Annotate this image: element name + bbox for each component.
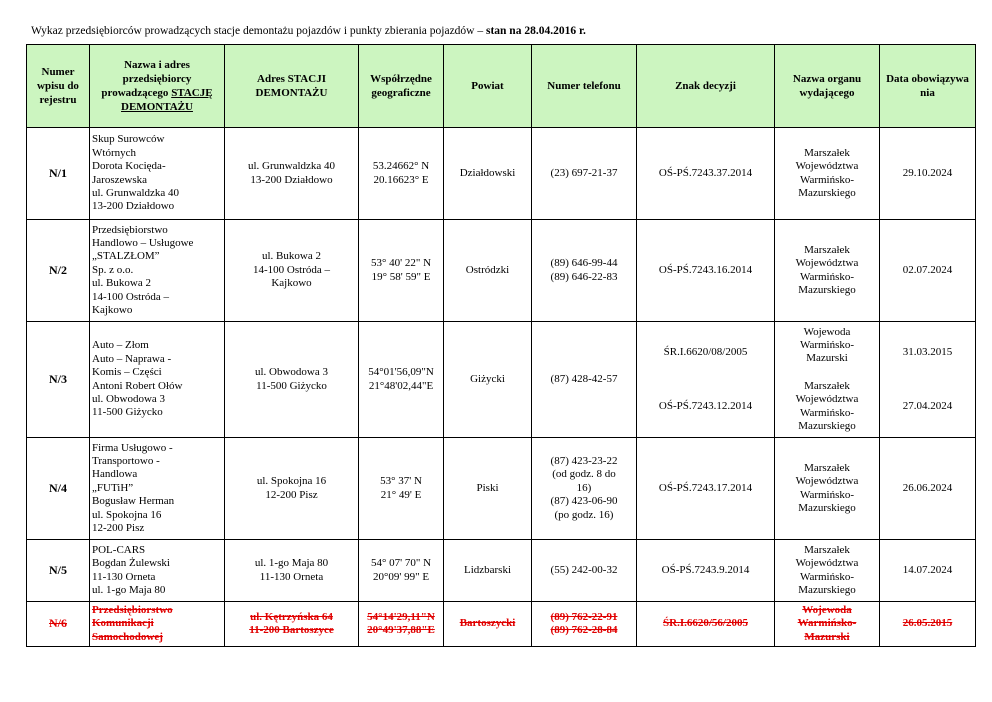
company-name-line: Handlowo – Usługowe — [92, 236, 194, 249]
issuing-authority-line: Wojewoda — [802, 603, 852, 616]
coordinates — [359, 540, 444, 602]
table-row — [27, 602, 976, 647]
station-address — [225, 220, 359, 322]
header-county: Powiat — [444, 45, 532, 128]
header-phone: Numer telefonu — [532, 45, 637, 128]
county: Giżycki — [444, 322, 532, 438]
company-name-line: Transportowo - — [92, 454, 160, 467]
title-text: Wykaz przedsiębiorców prowadzących stacje demontażu pojazdów i punkty zbierania pojazdów – — [31, 25, 486, 37]
company-name-line: Auto – Naprawa - — [92, 352, 172, 365]
register-number: N/6 — [27, 602, 90, 647]
header-name — [90, 45, 225, 128]
decision-number: ŚR.I.6620/56/2005 — [637, 602, 775, 647]
table-row — [27, 128, 976, 220]
issuing-authority-line: Marszałek — [804, 243, 850, 256]
issuing-authority-line: Województwa — [795, 557, 859, 570]
company-name-line: Sp. z o.o. — [92, 263, 134, 276]
phone-number — [532, 540, 637, 602]
company-name-line: Skup Surowców — [92, 133, 165, 146]
station-address-line: ul. Spokojna 16 — [256, 475, 327, 488]
issuing-authority-line: Mazurskiego — [798, 420, 856, 433]
decision-number: OŚ-PŚ.7243.37.2014 — [637, 128, 775, 220]
phone-number — [532, 602, 637, 647]
table-row — [27, 540, 976, 602]
issuing-authority-line: Województwa — [795, 393, 859, 406]
company-name — [90, 438, 225, 540]
issuing-authority-line: Marszałek — [804, 543, 850, 556]
cell-gap — [639, 360, 772, 400]
company-name-line: ul. Bukowa 2 — [92, 277, 151, 290]
valid-until-line: 31.03.2015 — [902, 346, 953, 359]
station-address-line: 14-100 Ostróda – — [253, 263, 330, 276]
station-address-line: ul. 1-go Maja 80 — [254, 557, 329, 570]
company-name — [90, 540, 225, 602]
county: Ostródzki — [444, 220, 532, 322]
register-body — [27, 128, 976, 647]
header-address: Adres STACJI DEMONTAŻU — [225, 45, 359, 128]
header-row — [27, 45, 976, 128]
phone-number — [532, 220, 637, 322]
phone-number — [532, 128, 637, 220]
company-name-line: Dorota Kocięda- — [92, 160, 166, 173]
cell-gap — [882, 360, 973, 400]
header-name-underlined: STACJĘ DEMONTAŻU — [121, 87, 213, 113]
company-name-line: Przedsiębiorstwo — [92, 223, 168, 236]
decision-number-line: OŚ-PŚ.7243.12.2014 — [658, 399, 753, 412]
table-row — [27, 322, 976, 438]
county: Lidzbarski — [444, 540, 532, 602]
issuing-authority-line: Mazurski — [806, 352, 848, 365]
issuing-authority-line: Mazurskiego — [798, 186, 856, 199]
station-address — [225, 322, 359, 438]
valid-until-line: 27.04.2024 — [902, 399, 953, 412]
issuing-authority-line: Marszałek — [804, 146, 850, 159]
phone-number-line: (89) 646-99-44 — [550, 257, 618, 270]
valid-until: 02.07.2024 — [880, 220, 976, 322]
company-name — [90, 128, 225, 220]
company-name-line: ul. Spokojna 16 — [92, 508, 162, 521]
coordinates-line: 21° 49' E — [380, 488, 422, 501]
header-number: Numer wpisu do rejestru — [27, 45, 90, 128]
issuing-authority-line: Województwa — [795, 475, 859, 488]
coordinates — [359, 438, 444, 540]
phone-number-line: (23) 697-21-37 — [550, 166, 618, 179]
table-row — [27, 220, 976, 322]
county: Bartoszycki — [444, 602, 532, 647]
company-name-line: Przedsiębiorstwo — [92, 603, 173, 616]
company-name-line: Firma Usługowo - — [92, 441, 173, 454]
company-name-line: 13-200 Działdowo — [92, 200, 175, 213]
station-address-line: 11-130 Orneta — [259, 570, 324, 583]
issuing-authority — [775, 322, 880, 438]
coordinates — [359, 128, 444, 220]
document-title — [31, 25, 586, 37]
issuing-authority — [775, 438, 880, 540]
coordinates-line: 54° 07' 70" N — [370, 557, 432, 570]
register-number: N/1 — [27, 128, 90, 220]
company-name-line: „STALZŁOM” — [92, 250, 160, 263]
company-name-line: Komunikacji — [92, 617, 154, 630]
phone-number — [532, 322, 637, 438]
valid-until — [880, 322, 976, 438]
valid-until: 26.06.2024 — [880, 438, 976, 540]
title-date: stan na 28.04.2016 r. — [485, 25, 586, 37]
station-address — [225, 540, 359, 602]
station-address-line: 11-200 Bartoszyce — [249, 624, 334, 636]
register-table — [26, 44, 976, 647]
company-name — [90, 602, 225, 647]
issuing-authority-line: Mazurskiego — [798, 583, 856, 596]
header-decision: Znak decyzji — [637, 45, 775, 128]
company-name-line: Bogdan Żulewski — [92, 557, 170, 570]
coordinates-line: 20.16623° E — [373, 173, 429, 186]
station-address-line: ul. Bukowa 2 — [262, 250, 321, 263]
phone-number-line: 16) — [576, 481, 592, 494]
company-name-line: „FUTiH” — [92, 481, 134, 494]
cell-gap — [777, 366, 877, 380]
register-number: N/5 — [27, 540, 90, 602]
company-name-line: 14-100 Ostróda – — [92, 290, 169, 303]
station-address-line: ul. Obwodowa 3 — [254, 366, 329, 379]
company-name-line: Komis – Części — [92, 366, 162, 379]
county: Piski — [444, 438, 532, 540]
company-name-line: 11-130 Orneta — [92, 570, 156, 583]
company-name-line: 12-200 Pisz — [92, 522, 145, 535]
valid-until: 14.07.2024 — [880, 540, 976, 602]
company-name — [90, 322, 225, 438]
station-address-line: 13-200 Działdowo — [250, 173, 333, 186]
coordinates-line: 54°14'29,11"N — [367, 610, 435, 623]
valid-until: 26.05.2015 — [880, 602, 976, 647]
decision-number: OŚ-PŚ.7243.17.2014 — [637, 438, 775, 540]
issuing-authority-line: Mazurskiego — [798, 501, 856, 514]
phone-number-line: (87) 423-23-22 — [550, 454, 618, 467]
phone-number-line: (87) 423-06-90 — [550, 495, 618, 508]
station-address — [225, 438, 359, 540]
company-name — [90, 220, 225, 322]
phone-number-line: (87) 428-42-57 — [550, 372, 618, 385]
header-authority: Nazwa organu wydającego — [775, 45, 880, 128]
station-address-line: ul. Grunwaldzka 40 — [247, 160, 336, 173]
station-address-line: 12-200 Pisz — [265, 488, 318, 501]
coordinates-line: 20°49'37,88"E — [367, 624, 435, 636]
company-name-line: Auto – Złom — [92, 339, 149, 352]
phone-number-line: (89) 762-22-91 — [550, 610, 618, 623]
coordinates — [359, 602, 444, 647]
company-name-line: Handlowa — [92, 468, 138, 481]
issuing-authority-line: Marszałek — [804, 461, 850, 474]
station-address-line: ul. Kętrzyńska 64 — [250, 610, 333, 623]
issuing-authority-line: Mazurskiego — [798, 283, 856, 296]
coordinates-line: 54°01'56,09"N — [368, 366, 434, 379]
company-name-line: Kajkowo — [92, 304, 133, 317]
phone-number-line: (od godz. 8 do — [552, 468, 616, 481]
register-number: N/3 — [27, 322, 90, 438]
issuing-authority — [775, 540, 880, 602]
coordinates-line: 19° 58' 59" E — [371, 270, 431, 283]
phone-number-line: (55) 242-00-32 — [550, 563, 618, 576]
table-row — [27, 438, 976, 540]
register-number: N/2 — [27, 220, 90, 322]
issuing-authority — [775, 128, 880, 220]
issuing-authority-line: Warmińsko- — [799, 488, 855, 501]
issuing-authority-line: Warmińsko- — [799, 173, 855, 186]
issuing-authority-line: Mazurski — [804, 630, 850, 643]
company-name-line: ul. Obwodowa 3 — [92, 392, 166, 405]
company-name-line: Samochodowej — [92, 630, 163, 643]
header-name-prefix: Nazwa i adres przedsiębiorcy prowadzącego — [101, 59, 192, 99]
phone-number-line: (89) 762-28-84 — [550, 624, 618, 636]
decision-number: OŚ-PŚ.7243.9.2014 — [637, 540, 775, 602]
coordinates-line: 20°09' 99" E — [372, 570, 430, 583]
station-address — [225, 128, 359, 220]
phone-number — [532, 438, 637, 540]
company-name-line: 11-500 Giżycko — [92, 406, 163, 419]
coordinates-line: 21°48'02,44"E — [368, 379, 434, 392]
coordinates-line: 53° 37' N — [380, 475, 422, 488]
phone-number-line: (89) 646-22-83 — [550, 270, 618, 283]
company-name-line: Antoni Robert Ołów — [92, 379, 183, 392]
company-name-line: Jaroszewska — [92, 173, 147, 186]
company-name-line: POL-CARS — [92, 543, 146, 556]
issuing-authority — [775, 220, 880, 322]
valid-until: 29.10.2024 — [880, 128, 976, 220]
company-name-line: ul. 1-go Maja 80 — [92, 583, 166, 596]
station-address-line: 11-500 Giżycko — [256, 379, 327, 392]
header-valid-until: Data obowiązywa nia — [880, 45, 976, 128]
issuing-authority-line: Marszałek — [804, 379, 850, 392]
coordinates-line: 53° 40' 22" N — [370, 257, 432, 270]
county: Działdowski — [444, 128, 532, 220]
company-name-line: Bogusław Herman — [92, 495, 175, 508]
decision-number: OŚ-PŚ.7243.16.2014 — [637, 220, 775, 322]
coordinates — [359, 322, 444, 438]
issuing-authority-line: Warmińsko- — [797, 617, 857, 630]
station-address — [225, 602, 359, 647]
company-name-line: ul. Grunwaldzka 40 — [92, 186, 180, 199]
issuing-authority-line: Wojewoda — [803, 325, 851, 338]
register-number: N/4 — [27, 438, 90, 540]
coordinates — [359, 220, 444, 322]
issuing-authority-line: Warmińsko- — [799, 406, 855, 419]
coordinates-line: 53.24662° N — [372, 160, 430, 173]
issuing-authority-line: Województwa — [795, 257, 859, 270]
company-name-line: Wtórnych — [92, 146, 136, 159]
phone-number-line: (po godz. 16) — [554, 508, 614, 521]
decision-number — [637, 322, 775, 438]
decision-number-line: ŚR.I.6620/08/2005 — [663, 346, 748, 359]
issuing-authority — [775, 602, 880, 647]
issuing-authority-line: Warmińsko- — [799, 270, 855, 283]
issuing-authority-line: Warmińsko- — [799, 570, 855, 583]
issuing-authority-line: Warmińsko- — [799, 338, 855, 351]
station-address-line: Kajkowo — [271, 277, 312, 290]
issuing-authority-line: Województwa — [795, 160, 859, 173]
header-coords: Współrzędne geograficzne — [359, 45, 444, 128]
